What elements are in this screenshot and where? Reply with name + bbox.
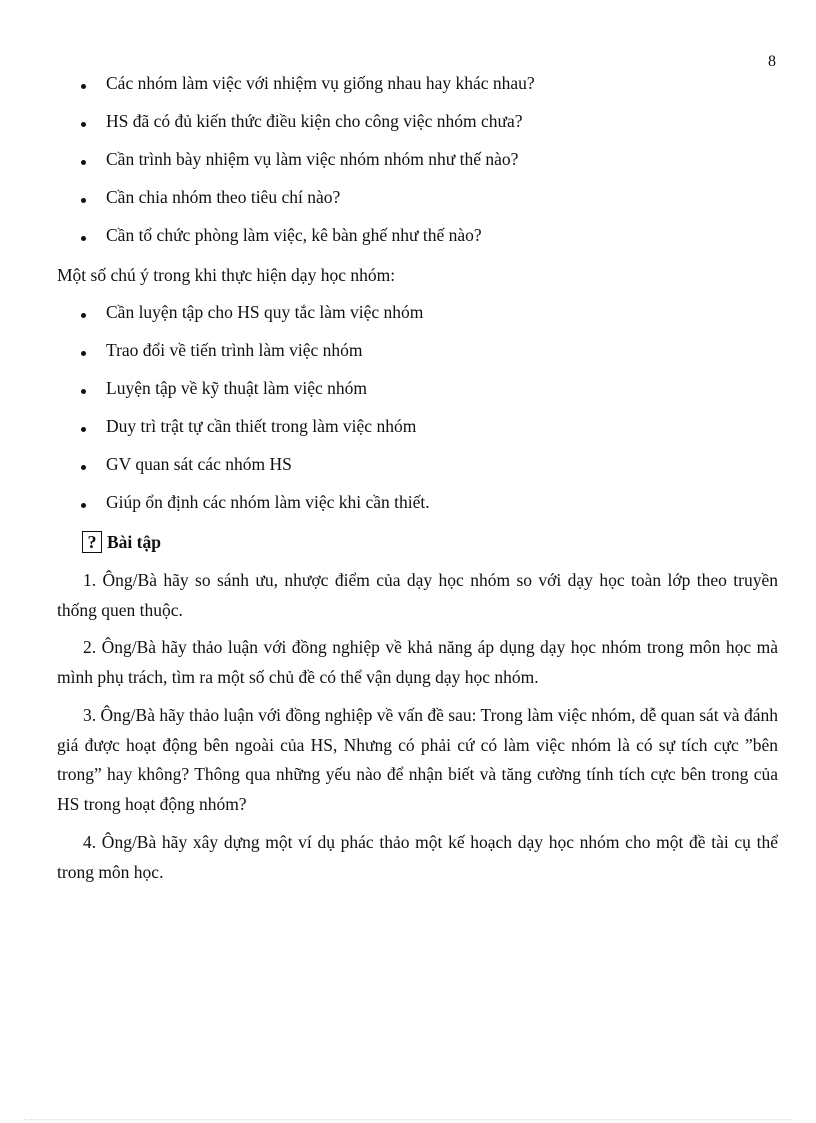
list-item-text: Cần chia nhóm theo tiêu chí nào?: [106, 187, 341, 207]
exercise-heading: [82, 530, 161, 554]
bullet-icon: [81, 160, 86, 165]
exercise-heading-text: Bài tập: [107, 532, 161, 552]
bullet-icon: [81, 313, 86, 318]
exercise-item: 2. Ông/Bà hãy thảo luận với đồng nghiệp về khả năng áp dụng dạy học nhóm trong môn học mà mình phụ trách, tìm ra một số chủ đề có thể vận dụng dạy học nhóm.: [57, 637, 778, 687]
list-item-text: Trao đổi về tiến trình làm việc nhóm: [106, 340, 363, 360]
list-item: [80, 109, 760, 147]
bullet-icon: [81, 351, 86, 356]
list-item: [80, 490, 760, 528]
bullet-icon: [81, 122, 86, 127]
list-item: [80, 452, 760, 490]
question-list: [80, 71, 760, 261]
exercise-item: 4. Ông/Bà hãy xây dựng một ví dụ phác thảo một kế hoạch dạy học nhóm cho một đề tài cụ thể trong môn học.: [57, 832, 778, 882]
page-bottom-divider: [24, 1119, 792, 1120]
bullet-icon: [81, 84, 86, 89]
list-item: [80, 338, 760, 376]
list-item: [80, 414, 760, 452]
bullet-icon: [81, 427, 86, 432]
list-item-text: Các nhóm làm việc với nhiệm vụ giống nhau hay khác nhau?: [106, 73, 535, 93]
notes-list: [80, 300, 760, 528]
list-item-text: Cần tổ chức phòng làm việc, kê bàn ghế như thế nào?: [106, 225, 482, 245]
list-item-text: Luyện tập về kỹ thuật làm việc nhóm: [106, 378, 367, 398]
list-item-text: HS đã có đủ kiến thức điều kiện cho công việc nhóm chưa?: [106, 111, 523, 131]
notes-intro: Một số chú ý trong khi thực hiện dạy học nhóm:: [57, 265, 396, 285]
bullet-icon: [81, 503, 86, 508]
list-item: [80, 223, 760, 261]
list-item: [80, 71, 760, 109]
list-item: [80, 147, 760, 185]
exercise-item: 1. Ông/Bà hãy so sánh ưu, nhược điểm của dạy học nhóm so với dạy học toàn lớp theo truyền thống quen thuộc.: [57, 570, 778, 620]
exercise-item: 3. Ông/Bà hãy thảo luận với đồng nghiệp về vấn đề sau: Trong làm việc nhóm, dễ quan sát và đánh giá được hoạt động bên ngoài của HS, Nhưng có phải cứ có làm việc nhóm là có sự tích cực ”bên trong” hay không? Thông qua những yếu nào để nhận biết và tăng cường tính tích cực bên trong của HS trong hoạt động nhóm?: [57, 705, 778, 814]
question-mark-icon: ?: [82, 531, 102, 553]
bullet-icon: [81, 389, 86, 394]
list-item-text: Duy trì trật tự cần thiết trong làm việc nhóm: [106, 416, 417, 436]
list-item-text: GV quan sát các nhóm HS: [106, 454, 292, 474]
bullet-icon: [81, 465, 86, 470]
list-item-text: Cần trình bày nhiệm vụ làm việc nhóm nhóm như thế nào?: [106, 149, 519, 169]
list-item: [80, 300, 760, 338]
bullet-icon: [81, 198, 86, 203]
list-item-text: Giúp ổn định các nhóm làm việc khi cần thiết.: [106, 492, 430, 512]
bullet-icon: [81, 236, 86, 241]
list-item-text: Cần luyện tập cho HS quy tắc làm việc nhóm: [106, 302, 424, 322]
list-item: [80, 185, 760, 223]
page-number: 8: [768, 53, 776, 70]
list-item: [80, 376, 760, 414]
